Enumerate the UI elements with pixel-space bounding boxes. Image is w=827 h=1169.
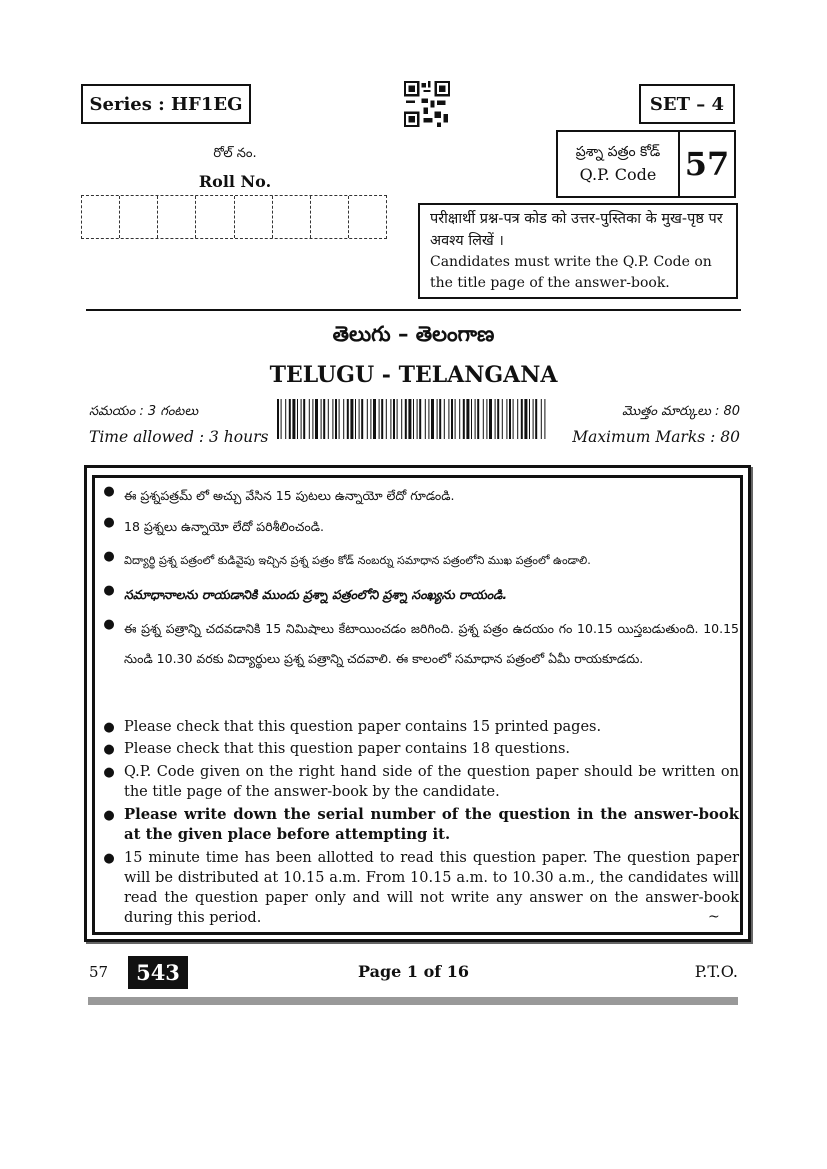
bullet-icon: ● (103, 484, 115, 499)
time-allowed-telugu: సమయం : 3 గంటలు (89, 404, 199, 419)
series-box (81, 84, 251, 124)
instruction-telugu-4: ● సమాధానాలను రాయడానికి ముందు ప్రశ్నా పత్రంలోని ప్రశ్నా సంఖ్యను రాయండి. (94, 580, 739, 610)
roll-label-telugu: రోల్ నం. (213, 146, 257, 161)
roll-label-english: Roll No. (198, 172, 272, 191)
footer-badge-label: 543 (136, 960, 180, 985)
instruction-english-5: ● 15 minute time has been allotted to read this question paper. The question paper will be distributed at 10.15 a.m. From 10.15 a.m. to 10.30 a.m., the candidates will read the question paper only and will not write any answer on the answer-book during this period. (94, 848, 739, 928)
series-label: Series : HF1EG (89, 93, 243, 115)
roll-digit-box[interactable] (273, 196, 311, 238)
footer-divider (88, 997, 738, 1005)
notice-hindi: परीक्षार्थी प्रश्न-पत्र कोड को उत्तर-पुस्तिका के मुख-पृष्ठ पर अवश्य लिखें । (430, 211, 723, 250)
qp-code-label-english: Q.P. Code (579, 164, 657, 184)
qp-code-box (556, 130, 736, 198)
page-number: Page 1 of 16 (358, 962, 469, 981)
time-allowed-english: Time allowed : 3 hours (89, 428, 269, 446)
instruction-english-4: ● Please write down the serial number of the question in the answer-book at the given place before attempting it. (94, 805, 739, 845)
roll-digit-box[interactable] (349, 196, 386, 238)
max-marks-english: Maximum Marks : 80 (572, 428, 740, 446)
bullet-icon: ● (103, 742, 115, 757)
instruction-telugu-5: ● ఈ ప్రశ్న పత్రాన్ని చదవడానికి 15 నిమిషాలు కేటాయించడం జరిగింది. ప్రశ్న పత్రం ఉదయం గం 10.15 యిస్తబడుతుంది. 10.15 నుండి 10.30 వరకు విద్యార్థులు ప్రశ్న పత్రాన్ని చదవాలి. ఈ కాలంలో సమాధాన పత్రంలో ఏమీ రాయకూడదు. (94, 614, 739, 674)
pto-label: P.T.O. (694, 962, 738, 981)
bullet-icon: ● (103, 808, 115, 823)
roll-digit-box[interactable] (196, 196, 234, 238)
instruction-telugu-3: ● విద్యార్థి ప్రశ్న పత్రంలో కుడివైపు ఇచ్చిన ప్రశ్న పత్రం కోడ్ నంబర్ను సమాధాన పత్రంలోని ముఖ పత్రంలో ఉండాలి. (94, 546, 739, 576)
barcode-icon (277, 399, 547, 439)
roll-digit-box[interactable] (311, 196, 349, 238)
footer-qp-code: 57 (89, 963, 109, 981)
roll-number-boxes (81, 195, 387, 239)
bullet-icon: ● (103, 765, 115, 780)
set-label: SET – 4 (649, 93, 725, 115)
notice-english: Candidates must write the Q.P. Code on the title page of the answer-book. (430, 254, 712, 291)
instruction-english-3: ● Q.P. Code given on the right hand side of the question paper should be written on the title page of the answer-book by the candidate. (94, 762, 739, 802)
roll-digit-box[interactable] (120, 196, 158, 238)
bullet-icon: ● (103, 549, 115, 564)
bullet-icon: ● (103, 583, 115, 598)
roll-digit-box[interactable] (158, 196, 196, 238)
roll-digit-box[interactable] (82, 196, 120, 238)
subject-title-telugu: తెలుగు – తెలంగాణ (332, 322, 495, 346)
qr-code-icon (404, 81, 450, 127)
bullet-icon: ● (103, 851, 115, 866)
instruction-telugu-2: ● 18 ప్రశ్నలు ఉన్నాయో లేదో పరిశీలించండి. (94, 512, 739, 542)
bullet-icon: ● (103, 720, 115, 735)
header-divider (86, 309, 741, 311)
qp-code-label (558, 132, 680, 196)
roll-digit-box[interactable] (235, 196, 273, 238)
instruction-english-2: ● Please check that this question paper contains 18 questions. (94, 739, 739, 759)
max-marks-telugu: మొత్తం మార్కులు : 80 (621, 404, 740, 419)
instruction-english-1: ● Please check that this question paper contains 15 printed pages. (94, 717, 739, 737)
qp-code-value: 57 (684, 145, 730, 183)
qp-code-label-telugu: ప్రశ్నా పత్రం కోడ్ (575, 143, 661, 160)
set-box (639, 84, 735, 124)
tilde-mark: ~ (708, 909, 720, 925)
bullet-icon: ● (103, 617, 115, 632)
bullet-icon: ● (103, 515, 115, 530)
subject-title-english: TELUGU - TELANGANA (269, 362, 558, 388)
qp-code-notice (418, 203, 738, 299)
instruction-telugu-1: ● ఈ ప్రశ్నపత్రమ్ లో అచ్చు వేసిన 15 పుటలు ఉన్నాయో లేదో గూడండి. (94, 481, 739, 511)
